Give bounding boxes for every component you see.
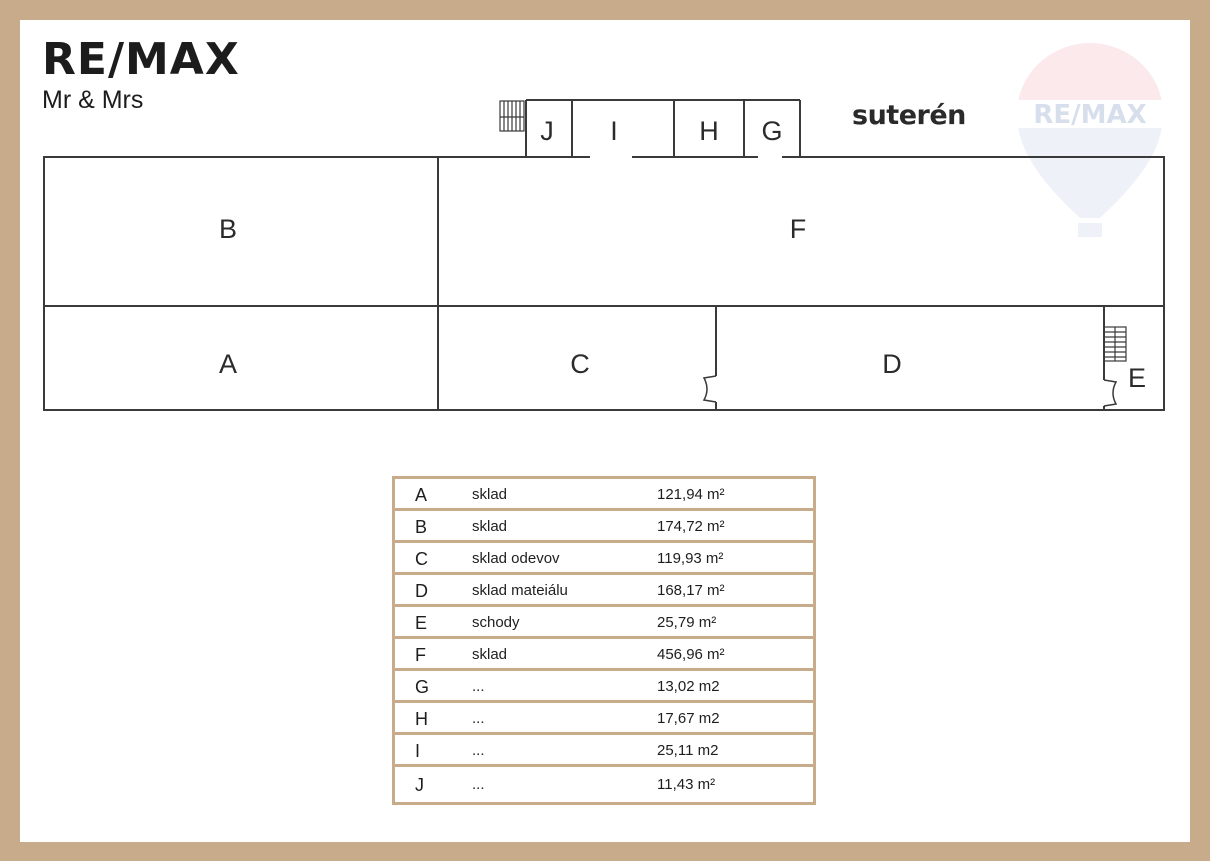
remax-logo: RE/MAX [42,34,240,85]
legend-area: 168,17 m² [657,582,725,599]
legend-row [395,479,813,511]
legend-area: 121,94 m² [657,486,725,503]
legend-name: sklad [472,486,508,503]
legend-letter: I [415,741,421,761]
room-label-i: I [610,116,618,146]
room-label-d: D [882,349,902,379]
room-label-g: G [761,116,783,146]
watermark-text: RE/MAX [1033,100,1147,130]
door-swing-icon [1104,380,1116,406]
room-label-a: A [218,349,238,379]
door-swing-icon [704,376,716,402]
legend-area: 13,02 m2 [657,678,720,695]
area-legend-table [392,476,816,805]
room-label-h: H [699,116,719,146]
legend-row [395,575,813,607]
room-label-j: J [540,116,554,146]
legend-letter: A [415,485,428,505]
level-label: suterén [852,100,966,131]
room-label-f: F [789,214,807,244]
legend-letter: B [415,517,428,537]
legend-area: 456,96 m² [657,646,725,663]
logo-subtitle: Mr & Mrs [42,86,144,114]
legend-name: ... [472,742,485,759]
room-label-c: C [570,349,590,379]
legend-name: sklad [472,646,508,663]
floor-plan-sheet [20,20,1190,842]
legend-area: 25,11 m2 [657,742,719,759]
door-opening [590,155,632,160]
legend-name: ... [472,678,485,695]
legend-letter: C [415,549,428,569]
legend-letter: G [415,677,430,697]
legend-row [395,735,813,767]
legend-row [395,671,813,703]
legend-area: 119,93 m² [657,550,724,567]
legend-row [395,607,813,639]
legend-row [395,703,813,735]
legend-letter: D [415,581,428,601]
legend-name: ... [472,776,485,793]
legend-letter: E [415,613,428,633]
building-outline [44,157,1164,410]
legend-row [395,639,813,671]
legend-row [395,511,813,543]
legend-name: sklad odevov [472,550,560,567]
stairs-icon [500,101,524,131]
room-label-e: E [1127,363,1147,393]
legend-row [395,543,813,575]
legend-letter: H [415,709,428,729]
legend-area: 174,72 m² [657,518,725,535]
legend-name: ... [472,710,485,727]
legend-name: schody [472,614,520,631]
legend-area: 11,43 m² [657,776,716,793]
stairs-icon [1104,327,1126,361]
door-opening [758,155,782,160]
legend-area: 25,79 m² [657,614,717,631]
legend-letter: F [415,645,426,665]
legend-letter: J [415,775,424,795]
legend-row [395,769,813,802]
legend-area: 17,67 m2 [657,710,720,727]
legend-name: sklad [472,518,508,535]
legend-name: sklad mateiálu [472,582,568,599]
room-label-b: B [218,214,238,244]
